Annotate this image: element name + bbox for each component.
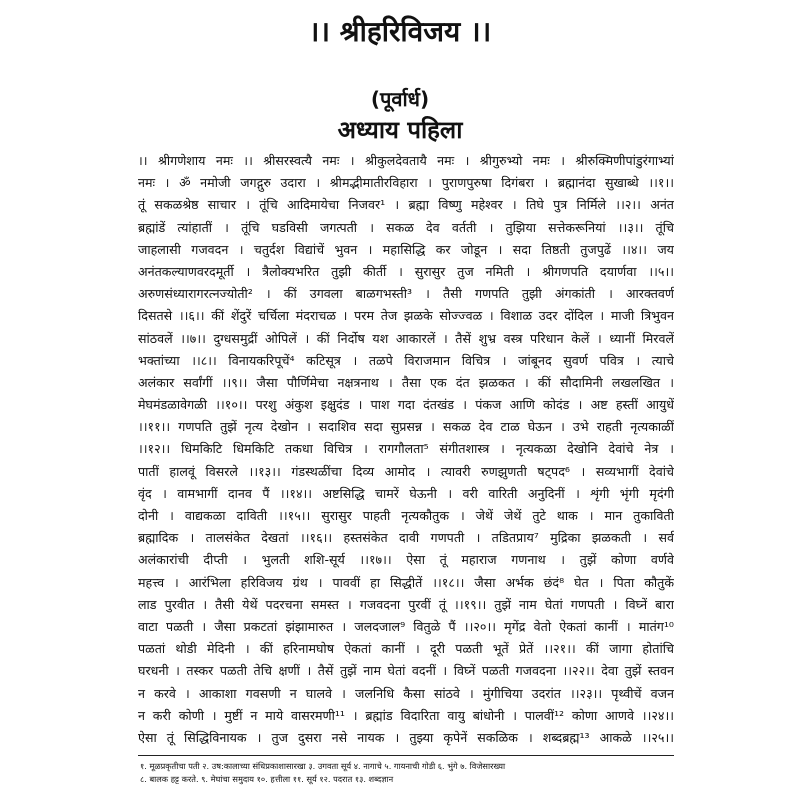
verse-line: अलंकारांची दीप्ती । भुलती शशि-सूर्य ।।१७।। ऐसा तूं महाराज गणनाथ । तुझें कोणा वर्णवे [138, 552, 674, 568]
verse-line: पातीं हालवूं विसरले ।।१३।। गंडस्थळींचा दिव्य आमोद । त्यावरी रुणझुणती षट्पद⁶ । सव्यभागीं देवांचे [138, 463, 674, 479]
verse-line: अरुणसंध्यारागरत्नज्योती² । कीं उगवला बाळगभस्ती³ । तैसी गणपति तुझी अंगकांती । आरक्तवर्ण [138, 286, 674, 302]
verse-line: ऐसा तूं सिद्धिविनायक । तुज दुसरा नसे नायक । तुझ्या कृपेनें सकळिक । शब्दब्रह्म¹³ आकळे ।।२५।। [138, 729, 674, 745]
verse-line: पळतां थोडी मेदिनी । कीं हरिनामघोष ऐकतां कानीं । दूरी पळती भूतें प्रेतें ।।२१।। कीं जागा होतांचि [138, 641, 674, 657]
verse-line: ।।११।। गणपति तुझें नृत्य देखोन । सदाशिव सदा सुप्रसन्न । सकळ देव टाळ घेऊन । उभे राहती नृत्यकाळीं [138, 419, 674, 435]
book-subtitle: (पूर्वार्ध) [370, 87, 430, 111]
verse-line: घरधनी । तस्कर पळती तेचि क्षणीं । तैसें तुझें नाम घेतां वदनीं । विघ्नें पळती गजवदना ।।२२।। देवा तुझें स्तवन [138, 663, 674, 679]
footnote-divider [138, 755, 674, 756]
verse-line: ।। श्रीगणेशाय नमः ।। श्रीसरस्वत्यै नमः । श्रीकुलदेवतायै नमः । श्रीगुरुभ्यो नमः । श्रीरुक्मिणीपांडुरंगाभ्यां [138, 153, 674, 168]
footnote-line: ८. बालक हट्ट करते. ९. मेघांचा समुदाय १०. हत्तीला ११. सूर्य १२. पदरात १३. शब्दज्ञान [140, 773, 394, 784]
verse-line: न करवे । आकाशा गवसणी न घालवे । जलनिधि कैसा सांठवे । मुंगीचिया उदरांत ।।२३।। पृथ्वीचें वजन [138, 685, 674, 701]
verse-body [138, 150, 674, 749]
verse-line: वाटा पळती । जैसा प्रकटतां झंझामारुत । जलदजाल⁹ वितुळे पैं ।।२०।। मृगेंद्र वेतो ऐकतां कानीं । मातंग¹⁰ [138, 618, 674, 634]
verse-line: सांठवलें ।।७।। दुग्धसमुद्रीं ओपिलें । कीं निर्दोष यश आकारलें । तैसें शुभ्र वस्त्र परिधान केलें । ध्यानीं मिरवलें [138, 330, 674, 346]
verse-line: तूं सकळश्रेष्ठ साचार । तूंचि आदिमायेचा निजवर¹ । ब्रह्मा विष्णु महेश्वर । तिघे पुत्र निर्मिले ।।२।। अनंत [138, 197, 674, 213]
verse-line: लाड पुरवीत । तैसी येथें पदरचना समस्त । गजवदना पुरवीं तूं ।।१९।। तुझें नाम घेतां गणपती । विघ्नें बारा [138, 596, 674, 612]
verse-line: मेघमंडळावेगळी ।।१०।। परशु अंकुश इक्षुदंड । पाश गदा दंतखंड । पंकज आणि कोदंड । अष्ट हस्तीं आयुधें [138, 397, 674, 413]
verse-line: जाहलासी गजवदन । चतुर्दश विद्यांचें भुवन । महासिद्धि कर जोडून । सदा तिष्ठती तुजपुढें ।।४।। जय [138, 241, 674, 257]
verse-line: अनंतकल्याणवरदमूर्ती । त्रैलोक्यभरित तुझी कीर्ती । सुरासुर तुज नमिती । श्रीगणपति दयार्णवा ।।५।। [138, 263, 674, 279]
verse-line: महत्त्व । आरंभिला हरिविजय ग्रंथ । पाववीं हा सिद्धीतें ।।१८।। जैसा अर्भक छंदं⁸ घेत । पिता कौतुकें [138, 574, 674, 590]
verse-line: न करी कोणी । मुष्टीं न माये वासरमणी¹¹ । ब्रह्मांड विदारिता वायु बांधोनी । पालवीं¹² कोणा आणवे ।।२४।। [138, 707, 674, 723]
chapter-heading: अध्याय पहिला [337, 116, 463, 144]
book-title: ।। श्रीहरिविजय ।। [308, 15, 492, 48]
verse-line: दोनी । वाद्यकळा दाविती ।।१५।। सुरासुर पाहती नृत्यकौतुक । जेथें जेथें तुटे थाक । मान तुकाविती [138, 508, 674, 523]
verse-line: ब्रह्मांडें त्यांहातीं । तूंचि घडविसी जगत्पती । सकळ देव वर्तती । तुझिया सत्तेकरूनियां ।।३।। तूंचि [138, 219, 674, 235]
verse-line: ब्रह्मादिक । तालसंकेत देखतां ।।१६।। हस्तसंकेत दावी गणपती । तडितप्राय⁷ मुद्रिका झळकती । सर्व [138, 530, 674, 546]
verse-line: वृंद । वामभागीं दानव पैं ।।१४।। अष्टसिद्धि चामरें घेऊनी । वरी वारिती अनुदिनीं । शृंगी भृंगी मृदंगी [138, 485, 674, 501]
footnote-line: १. मूळप्रकृतीचा पती २. उष:कालाच्या संधिप्रकाशासारखा ३. उगवता सूर्य ४. नागाचे ५. गायनाची गोडी ६. भुंगे ७. विजेसारख्या [140, 761, 506, 771]
verse-line: ।।१२।। धिमकिटि धिमकिटि तकधा विचित्र । रागगौलता⁵ संगीतशास्त्र । नृत्यकळा देखोनि देवांचे नेत्र । [138, 441, 674, 457]
footnotes [140, 760, 674, 785]
verse-line: नमः । ॐ नमोजी जगद्गुरु उदारा । श्रीमद्भीमातीरविहारा । पुराणपुरुषा दिगंबरा । ब्रह्मानंदा सुखाब्धे ।।१।। [138, 175, 674, 191]
verse-line: दिसतसे ।।६।। कीं शेंदुरें चर्चिला मंदराचळ । परम तेज झळके सोज्ज्वळ । विशाळ उदर दोंदिल । माजी त्रिभुवन [138, 308, 674, 324]
verse-line: अलंकार सर्वांगीं ।।९।। जैसा पौर्णिमेचा नक्षत्रनाथ । तैसा एक दंत झळकत । कीं सौदामिनी लखलखित । [138, 374, 674, 390]
verse-line: भक्तांच्या ।।८।। विनायकरिपूचें⁴ कटिसूत्र । तळपे विराजमान विचित्र । जांबूनद सुवर्ण पवित्र । त्याचे [138, 352, 674, 368]
